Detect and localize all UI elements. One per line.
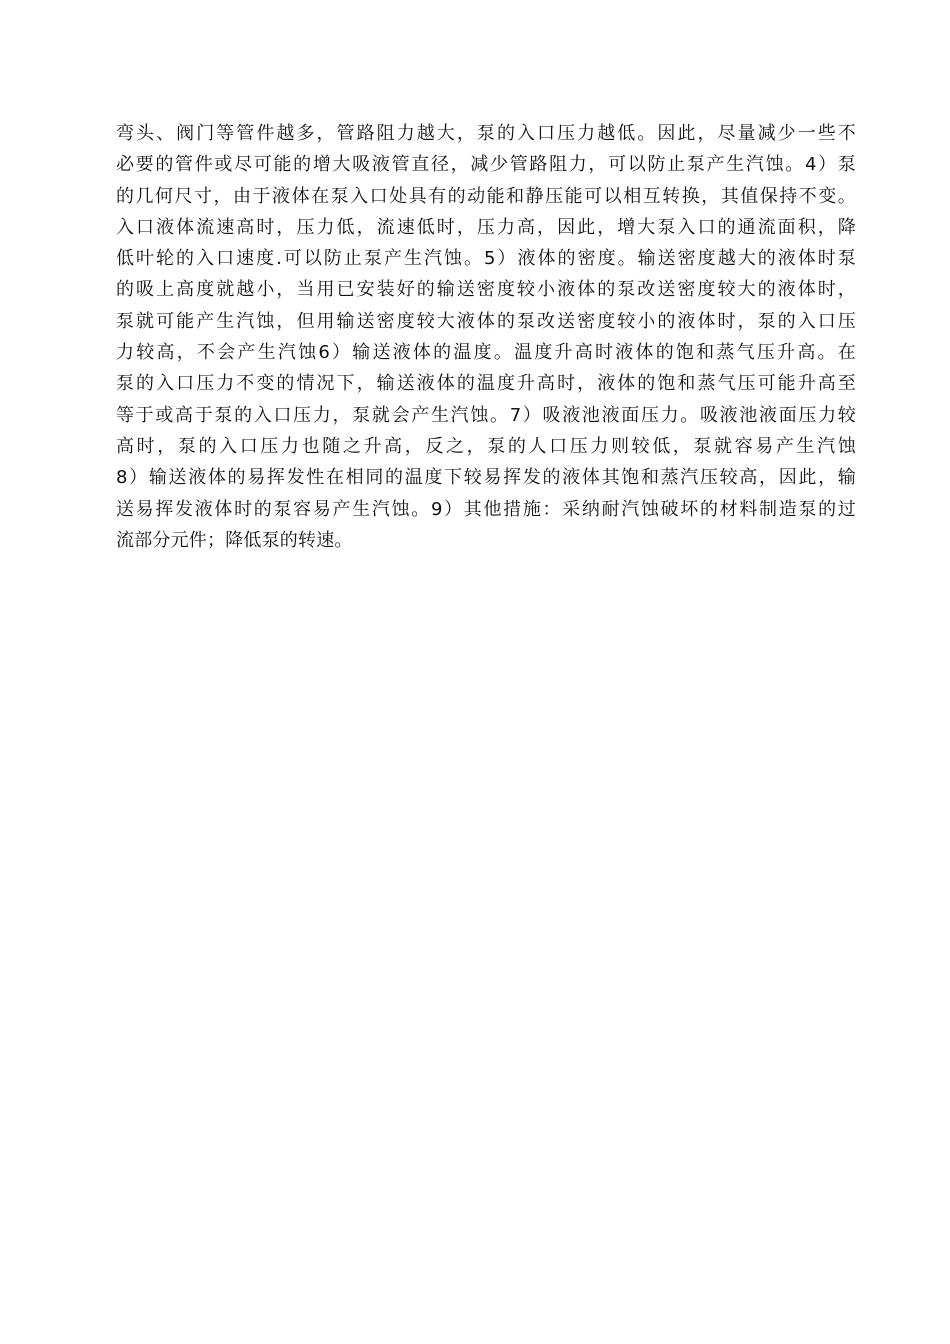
text-line: 送易挥发液体时的泵容易产生汽蚀。9）其他措施：采纳耐汽蚀破坏的材料制造泵的过 xyxy=(116,498,856,520)
text-line: 泵的入口压力不变的情况下，输送液体的温度升高时，液体的饱和蒸气压可能升高至 xyxy=(116,373,856,395)
text-line: 等于或高于泵的入口压力，泵就会产生汽蚀。7）吸液池液面压力。吸液池液面压力较 xyxy=(116,404,856,426)
text-line: 入口液体流速高时，压力低，流速低时，压力高，因此，增大泵入口的通流面积，降 xyxy=(116,216,856,238)
text-line: 的几何尺寸，由于液体在泵入口处具有的动能和静压能可以相互转换，其值保持不变。 xyxy=(116,185,856,207)
text-line: 低叶轮的入口速度.可以防止泵产生汽蚀。5）液体的密度。输送密度越大的液体时泵 xyxy=(116,248,856,270)
text-line: 高时，泵的入口压力也随之升高，反之，泵的人口压力则较低，泵就容易产生汽蚀 xyxy=(116,435,856,457)
text-line: 必要的管件或尽可能的增大吸液管直径，减少管路阻力，可以防止泵产生汽蚀。4）泵 xyxy=(116,154,856,176)
body-paragraph xyxy=(116,118,856,556)
text-line-last: 流部分元件；降低泵的转速。 xyxy=(116,529,353,551)
text-line: 弯头、阀门等管件越多，管路阻力越大，泵的入口压力越低。因此，尽量减少一些不 xyxy=(116,123,856,144)
text-line: 8）输送液体的易挥发性在相同的温度下较易挥发的液体其饱和蒸汽压较高，因此，输 xyxy=(116,467,856,489)
text-line: 泵就可能产生汽蚀，但用输送密度较大液体的泵改送密度较小的液体时，泵的入口压 xyxy=(116,310,856,332)
text-line: 力较高，不会产生汽蚀6）输送液体的温度。温度升高时液体的饱和蒸气压升高。在 xyxy=(116,342,856,364)
text-line: 的吸上高度就越小，当用已安装好的输送密度较小液体的泵改送密度较大的液体时， xyxy=(116,279,856,301)
